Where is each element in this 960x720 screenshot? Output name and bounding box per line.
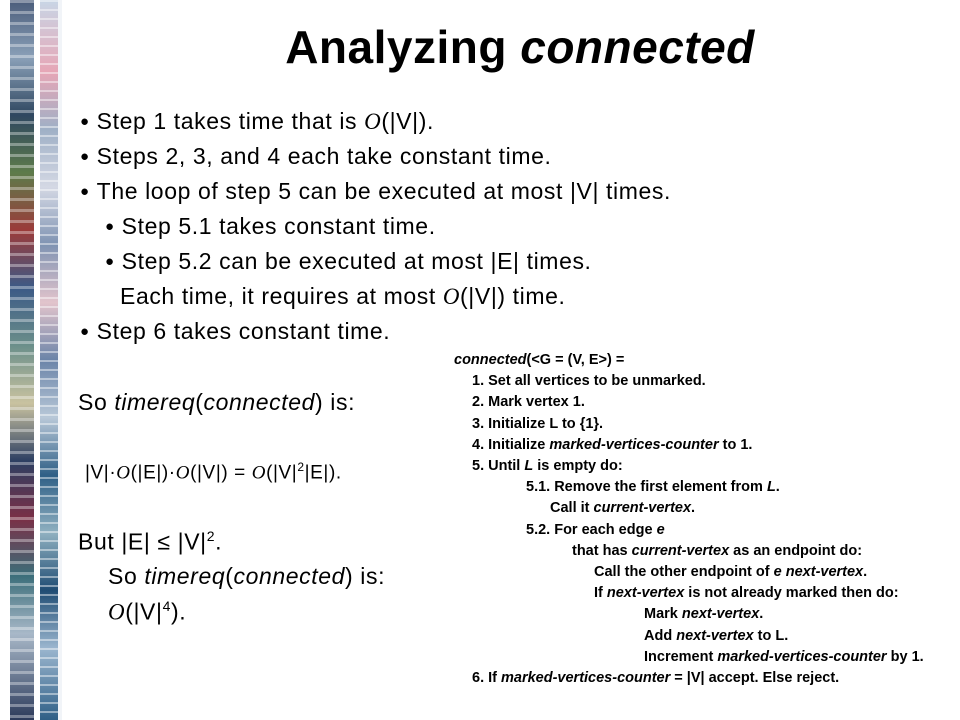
algorithm-step-5-2: 5.2. For each edge e bbox=[526, 521, 665, 538]
bullet-step-1: ● Step 1 takes time that is O(|V|). bbox=[80, 108, 434, 134]
decorative-border-strip bbox=[10, 0, 34, 720]
decorative-border-edge bbox=[58, 0, 62, 720]
bullet-dot-icon: ● bbox=[105, 218, 115, 235]
timereq-intro: So timereq(connected) is: bbox=[78, 389, 356, 415]
final-complexity: $O(|V|^4)$. bbox=[108, 598, 187, 625]
algorithm-step-5-1-cont: Call it current-vertex. bbox=[550, 500, 696, 517]
algorithm-step-5-2-call: Call the other endpoint of e next-vertex. bbox=[594, 564, 868, 581]
bullet-dot-icon: ● bbox=[80, 113, 90, 130]
algorithm-listing bbox=[454, 350, 924, 689]
algorithm-step-2: 2. Mark vertex 1. bbox=[472, 394, 585, 411]
algorithm-step-4: 4. Initialize marked-vertices-counter to 1. bbox=[472, 436, 753, 453]
algorithm-step-5-1: 5.1. Remove the first element from L. bbox=[526, 479, 780, 496]
algorithm-step-5-2-cond: that has current-vertex as an endpoint do: bbox=[572, 542, 863, 559]
complexity-formula: $|V|\cdot O(|E|)\cdot O(|V|) = O(|V|^2|E|)$. bbox=[85, 460, 342, 484]
bullet-dot-icon: ● bbox=[80, 148, 90, 165]
algorithm-step-5: 5. Until L is empty do: bbox=[472, 458, 623, 475]
slide-title: Analyzing connected bbox=[285, 21, 755, 73]
algorithm-step-increment: Increment marked-vertices-counter by 1. bbox=[644, 648, 924, 665]
timereq-conclusion: So timereq(connected) is: bbox=[108, 563, 386, 589]
bullet-step-6: ● Step 6 takes constant time. bbox=[80, 318, 391, 344]
bullet-step-5-2: ● Step 5.2 can be executed at most |E| times. bbox=[105, 248, 592, 274]
algorithm-step-add: Add next-vertex to L. bbox=[644, 627, 789, 644]
algorithm-step-1: 1. Set all vertices to be unmarked. bbox=[472, 373, 706, 390]
bullet-step-5-2-detail: Each time, it requires at most O(|V|) time. bbox=[120, 283, 566, 309]
algorithm-step-6: 6. If marked-vertices-counter = |V| accept. Else reject. bbox=[472, 670, 840, 687]
decorative-border-strip-light bbox=[40, 0, 58, 720]
bullet-step-5-loop: ● The loop of step 5 can be executed at most |V| times. bbox=[80, 178, 671, 204]
bullet-step-5-1: ● Step 5.1 takes constant time. bbox=[105, 213, 436, 239]
bullet-dot-icon: ● bbox=[105, 253, 115, 270]
bullet-dot-icon: ● bbox=[80, 323, 90, 340]
edge-bound: But $|E| \le |V|^2$. bbox=[78, 528, 223, 555]
algorithm-step-3: 3. Initialize L to {1}. bbox=[472, 415, 604, 432]
algorithm-header: connected(<G = (V, E>) = bbox=[454, 352, 625, 368]
algorithm-step-mark: Mark next-vertex. bbox=[644, 606, 764, 623]
algorithm-step-5-2-if: If next-vertex is not already marked then do: bbox=[594, 585, 899, 602]
bullet-dot-icon: ● bbox=[80, 183, 90, 200]
bullet-steps-2-4: ● Steps 2, 3, and 4 each take constant time. bbox=[80, 143, 552, 169]
